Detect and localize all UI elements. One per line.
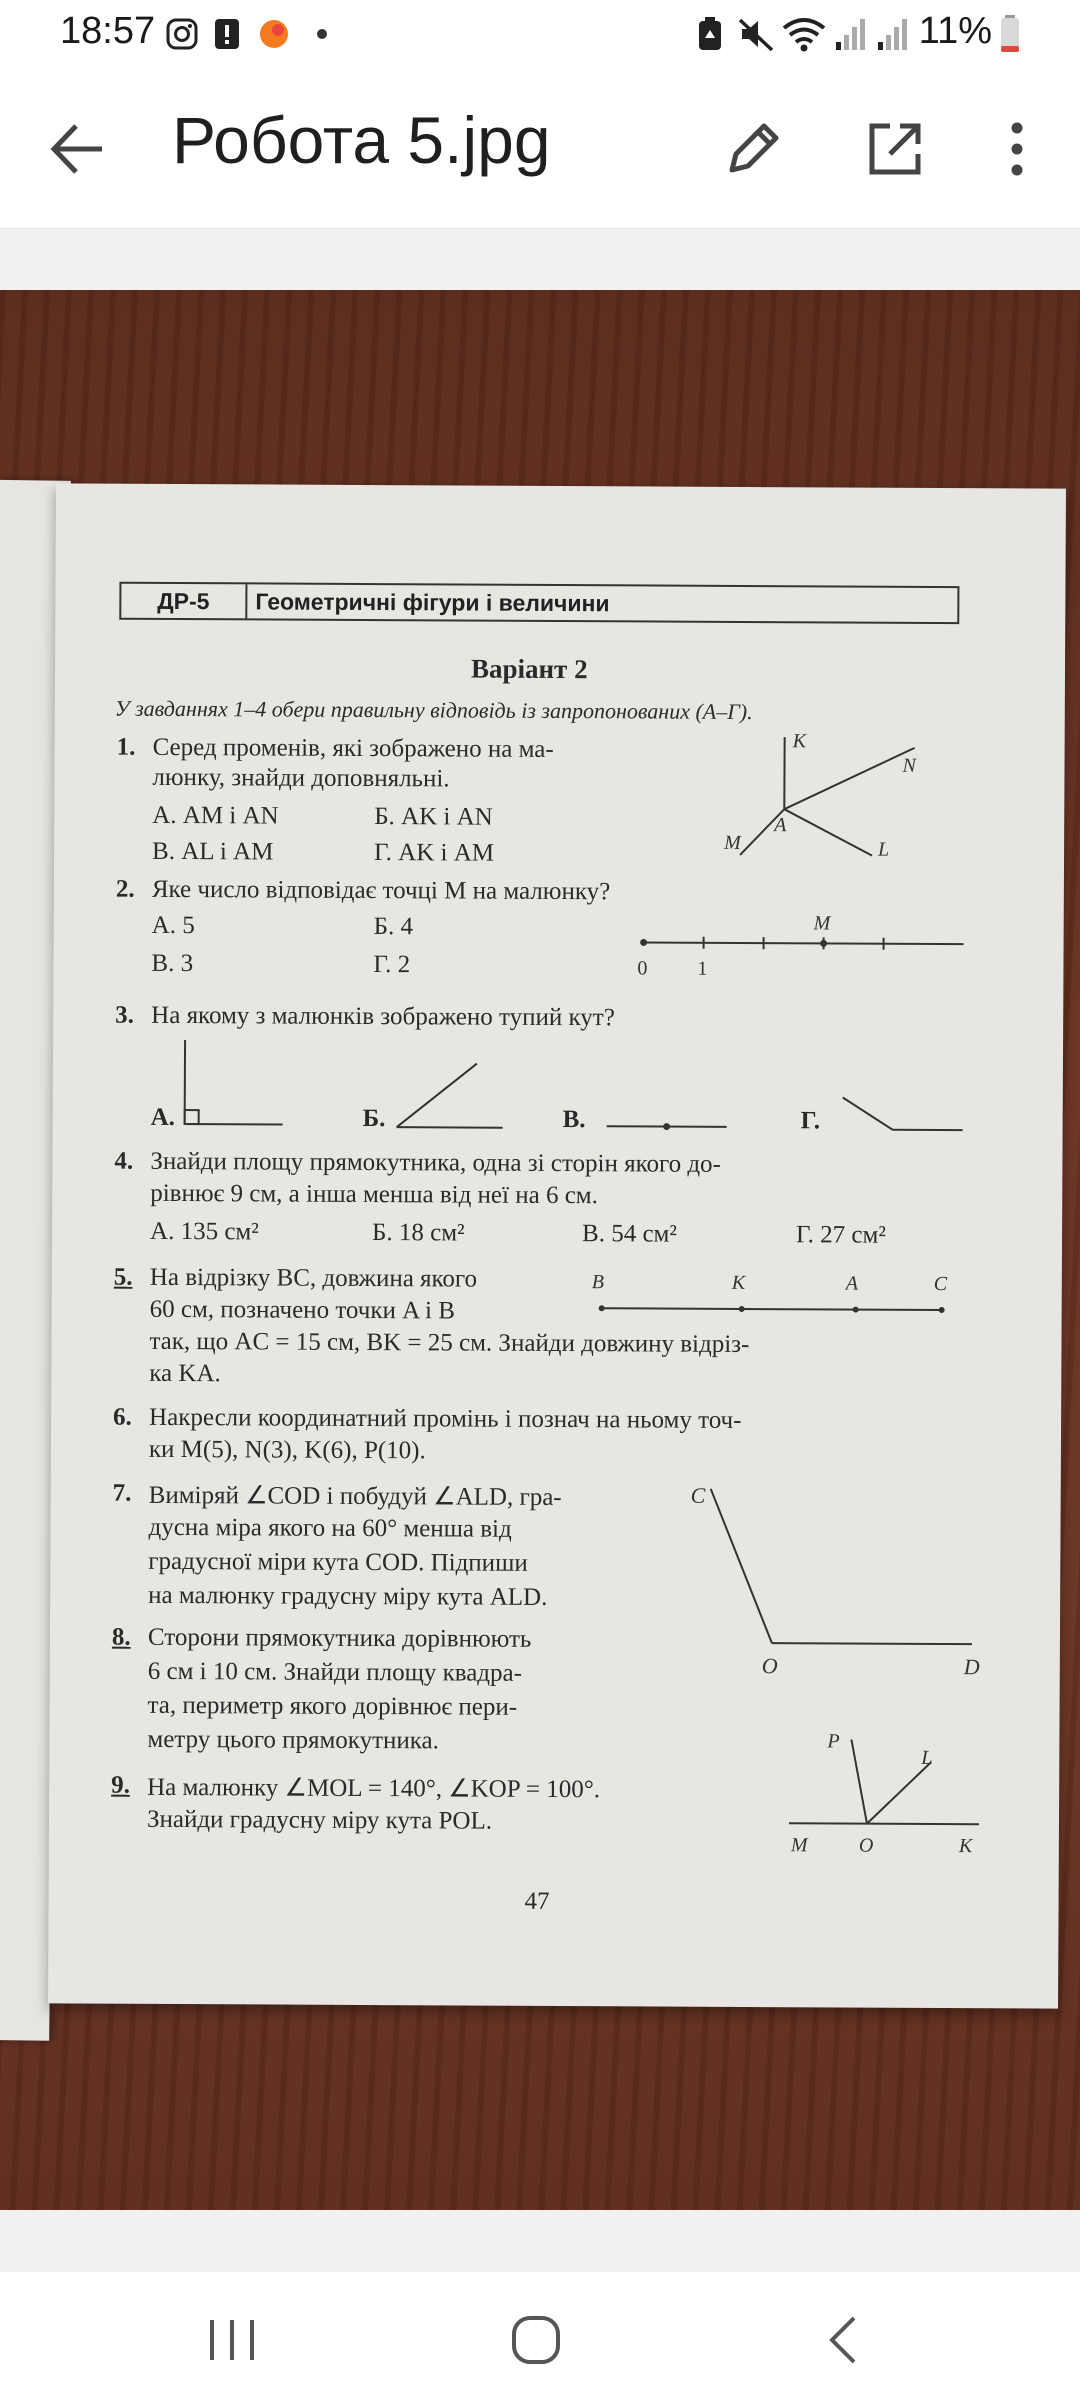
q9-label-k: K — [958, 1835, 973, 1858]
q4-option-c: В. 54 см² — [581, 1220, 677, 1248]
worksheet-header — [119, 582, 959, 624]
q5-label-b: B — [591, 1271, 605, 1294]
q9-label-o: O — [858, 1834, 874, 1857]
recents-icon[interactable] — [204, 2312, 260, 2368]
q2-number: 2. — [115, 875, 135, 903]
q7-label-d: D — [963, 1654, 980, 1680]
q1-label-n: N — [902, 754, 916, 777]
q4-option-a: А. 135 см² — [150, 1217, 259, 1246]
q9-angle-diagram — [769, 1727, 990, 1868]
q3-angle-c — [603, 1116, 733, 1137]
signal-icon — [834, 16, 868, 52]
q4-option-b: Б. 18 см² — [371, 1219, 465, 1247]
q3-angle-d — [839, 1091, 969, 1142]
battery-icon — [1000, 14, 1020, 54]
q1-option-b: Б. AK і AN — [374, 803, 493, 831]
app-bar — [0, 68, 1080, 229]
q7-angle-diagram — [690, 1483, 991, 1685]
variant-title: Варіант 2 — [470, 653, 588, 685]
q8-number: 8. — [111, 1623, 131, 1651]
status-bar — [0, 0, 1080, 68]
q4-line1: Знайди площу прямокутника, одна зі сторін якого до- — [150, 1147, 721, 1178]
q5-label-c: C — [933, 1272, 948, 1296]
q5-line1: На відрізку BC, довжина якого — [149, 1263, 478, 1293]
q7-line3: градусної міри кута COD. Підпиши — [148, 1547, 528, 1577]
q3-option-a: А. — [150, 1103, 176, 1131]
q3-text: На якому з малюнків зображено тупий кут? — [151, 1001, 615, 1032]
q2-number-line — [633, 906, 973, 988]
q4-number: 4. — [114, 1147, 134, 1175]
q2-option-b: Б. 4 — [373, 913, 414, 941]
edit-icon[interactable] — [718, 114, 788, 184]
q1-label-m: M — [724, 831, 741, 854]
worksheet-page — [48, 483, 1066, 2008]
back-icon[interactable] — [44, 114, 114, 184]
open-external-icon[interactable] — [860, 114, 930, 184]
signal-icon — [876, 16, 910, 52]
q4-option-d: Г. 27 см² — [795, 1221, 886, 1249]
q5-line3: так, що AC = 15 см, BK = 25 см. Знайди довжину відріз- — [149, 1327, 750, 1359]
file-title: Робота 5.jpg — [172, 103, 551, 177]
q9-label-m: M — [790, 1834, 808, 1857]
app-dot-icon — [258, 18, 290, 50]
q1-option-a: А. AM і AN — [152, 801, 279, 830]
more-vert-icon[interactable] — [982, 114, 1052, 184]
q1-line2: люнку, знайди доповняльні. — [152, 763, 450, 793]
q8-line1: Сторони прямокутника дорівнюють — [147, 1623, 532, 1653]
status-time: 18:57 — [60, 10, 156, 52]
q7-line4: на малюнку градусну міру кута ALD. — [148, 1581, 548, 1611]
q2-option-d: Г. 2 — [373, 951, 411, 979]
header-title: Геометричні фігури і величини — [255, 588, 610, 617]
page-number: 47 — [524, 1887, 550, 1915]
alert-icon — [214, 18, 240, 50]
q6-number: 6. — [113, 1403, 132, 1431]
q8-line4: метру цього прямокутника. — [147, 1725, 440, 1755]
q5-label-a: A — [845, 1272, 859, 1295]
q3-number: 3. — [115, 1001, 135, 1029]
q2-option-a: А. 5 — [151, 911, 195, 940]
q5-number: 5. — [113, 1263, 133, 1291]
q7-number: 7. — [112, 1479, 132, 1507]
q3-angle-b — [393, 1055, 513, 1136]
q1-line1: Серед променів, які зображено на ма- — [152, 733, 554, 763]
q5-label-k: K — [731, 1271, 746, 1294]
q1-label-k: K — [792, 730, 807, 753]
q3-option-d: Г. — [800, 1107, 821, 1135]
back-nav-icon[interactable] — [816, 2312, 872, 2368]
q5-line4: ка KA. — [149, 1359, 221, 1388]
q7-label-o: O — [761, 1653, 778, 1679]
header-code: ДР-5 — [121, 584, 247, 619]
q2-label-m: M — [813, 912, 831, 935]
q1-label-a: A — [774, 814, 787, 837]
q7-line2: дусна міра якого на 60° менша від — [148, 1513, 512, 1543]
q1-rays-diagram — [724, 727, 955, 878]
q1-number: 1. — [116, 733, 136, 761]
q7-line1: Виміряй ∠COD і побудуй ∠ALD, гра- — [148, 1481, 562, 1512]
q2-label-1: 1 — [697, 957, 708, 980]
q5-segment-diagram — [582, 1266, 962, 1328]
image-viewer[interactable] — [0, 290, 1080, 2210]
q1-option-c: В. AL і AM — [151, 837, 274, 866]
q1-option-d: Г. AK і AM — [373, 839, 495, 867]
battery-saver-icon — [696, 16, 724, 52]
mute-icon — [738, 16, 774, 52]
instruction: У завданнях 1–4 обери правильну відповідь із запропонованих (А–Г). — [114, 695, 753, 725]
q6-line1: Накресли координатний промінь і познач на ньому точ- — [149, 1403, 742, 1434]
q9-line1: На малюнку ∠MOL = 140°, ∠KOP = 100°. — [147, 1773, 601, 1804]
q3-angle-a — [179, 1034, 290, 1135]
q6-line2: ки M(5), N(3), K(6), P(10). — [148, 1435, 426, 1465]
q8-line2: 6 см і 10 см. Знайди площу квадра- — [147, 1657, 523, 1687]
q3-option-c: В. — [562, 1106, 586, 1134]
q9-label-l: L — [921, 1746, 933, 1769]
dot-icon — [316, 28, 328, 40]
wifi-icon — [782, 16, 826, 52]
q9-label-p: P — [827, 1730, 840, 1753]
q2-option-c: В. 3 — [151, 949, 194, 978]
q7-label-c: C — [690, 1482, 706, 1508]
q3-option-b: Б. — [362, 1104, 386, 1133]
battery-level: 11% — [918, 10, 992, 52]
q1-label-l: L — [878, 838, 890, 861]
home-icon[interactable] — [508, 2312, 564, 2368]
q8-line3: та, периметр якого дорівнює пери- — [147, 1691, 518, 1721]
q4-line2: рівнює 9 см, а інша менша від неї на 6 см. — [150, 1179, 598, 1210]
navigation-bar — [0, 2272, 1080, 2408]
q5-line2: 60 см, позначено точки A і B — [149, 1295, 456, 1325]
instagram-icon — [166, 18, 198, 50]
q2-text: Яке число відповідає точці M на малюнку? — [151, 875, 611, 906]
q9-number: 9. — [111, 1771, 130, 1799]
q2-label-0: 0 — [637, 957, 648, 980]
q9-line2: Знайди градусну міру кута POL. — [146, 1805, 493, 1835]
